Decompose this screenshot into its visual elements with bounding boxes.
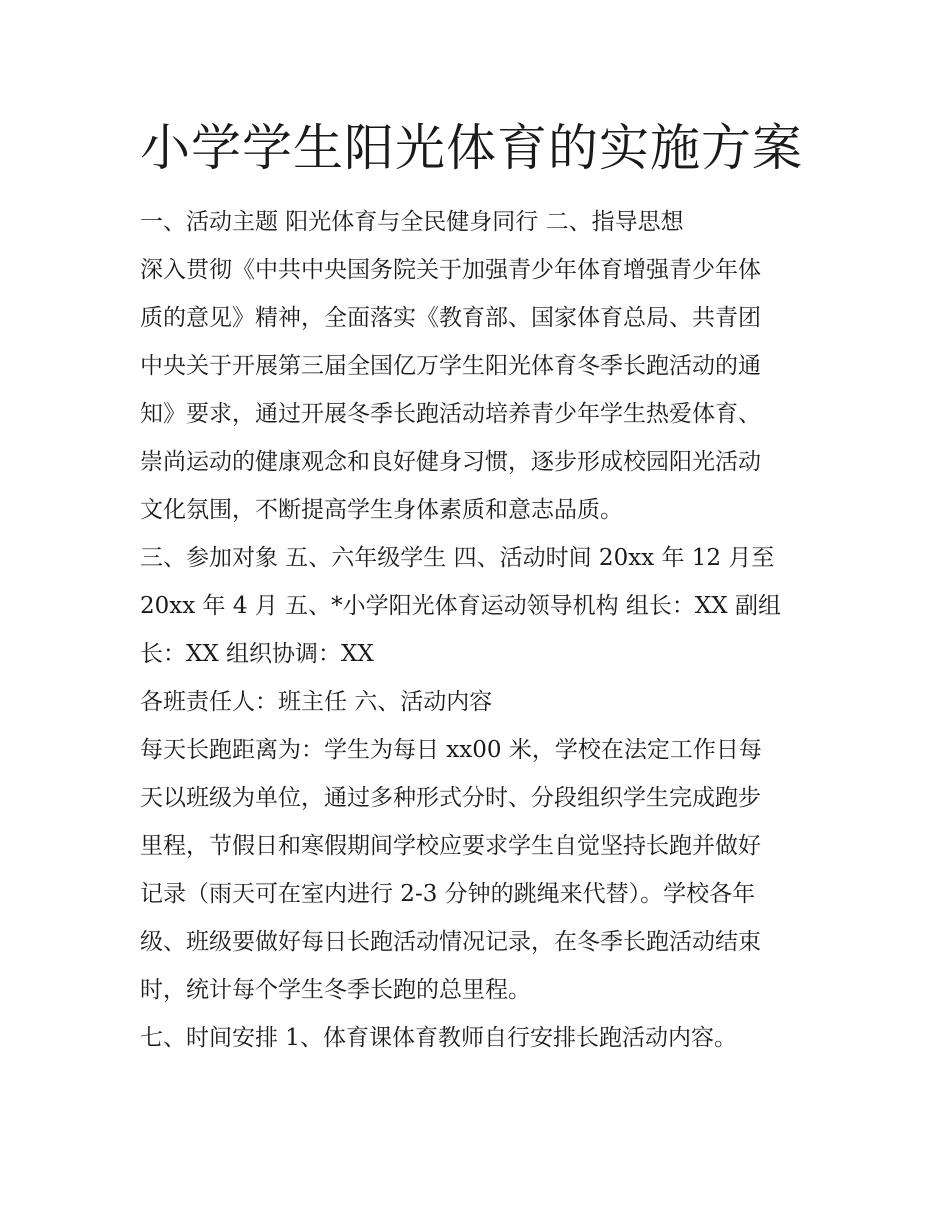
text-line: 时，统计每个学生冬季长跑的总里程。 — [140, 977, 531, 1003]
text-line: 里程，节假日和寒假期间学校应要求学生自觉坚持长跑并做好 — [140, 833, 761, 859]
text-line: 中央关于开展第三届全国亿万学生阳光体育冬季长跑活动的通 — [140, 353, 761, 379]
text-line: 崇尚运动的健康观念和良好健身习惯，逐步形成校园阳光活动 — [140, 449, 761, 475]
text-line: 长：XX 组织协调：XX — [140, 641, 374, 667]
text-line: 知》要求，通过开展冬季长跑活动培养青少年学生热爱体育、 — [140, 401, 761, 427]
text-line: 文化氛围，不断提高学生身体素质和意志品质。 — [140, 497, 623, 523]
text-line: 深入贯彻《中共中央国务院关于加强青少年体育增强青少年体 — [140, 257, 761, 283]
text-line: 20xx 年 4 月 五、*小学阳光体育运动领导机构 组长：XX 副组 — [140, 593, 781, 619]
text-line: 质的意见》精神，全面落实《教育部、国家体育总局、共青团 — [140, 305, 761, 331]
text-line: 天以班级为单位，通过多种形式分时、分段组织学生完成跑步 — [140, 785, 761, 811]
text-line: 七、时间安排 1、体育课体育教师自行安排长跑活动内容。 — [140, 1025, 737, 1051]
document-title: 小学学生阳光体育的实施方案 — [140, 119, 803, 177]
document-body — [140, 198, 820, 1062]
text-line: 级、班级要做好每日长跑活动情况记录，在冬季长跑活动结束 — [140, 929, 761, 955]
text-line: 三、参加对象 五、六年级学生 四、活动时间 20xx 年 12 月至 — [140, 545, 775, 571]
text-line: 每天长跑距离为：学生为每日 xx00 米，学校在法定工作日每 — [140, 737, 762, 763]
text-line: 一、活动主题 阳光体育与全民健身同行 二、指导思想 — [140, 209, 684, 235]
text-line: 各班责任人：班主任 六、活动内容 — [140, 689, 493, 715]
text-line: 记录（雨天可在室内进行 2-3 分钟的跳绳来代替）。学校各年 — [140, 881, 756, 907]
